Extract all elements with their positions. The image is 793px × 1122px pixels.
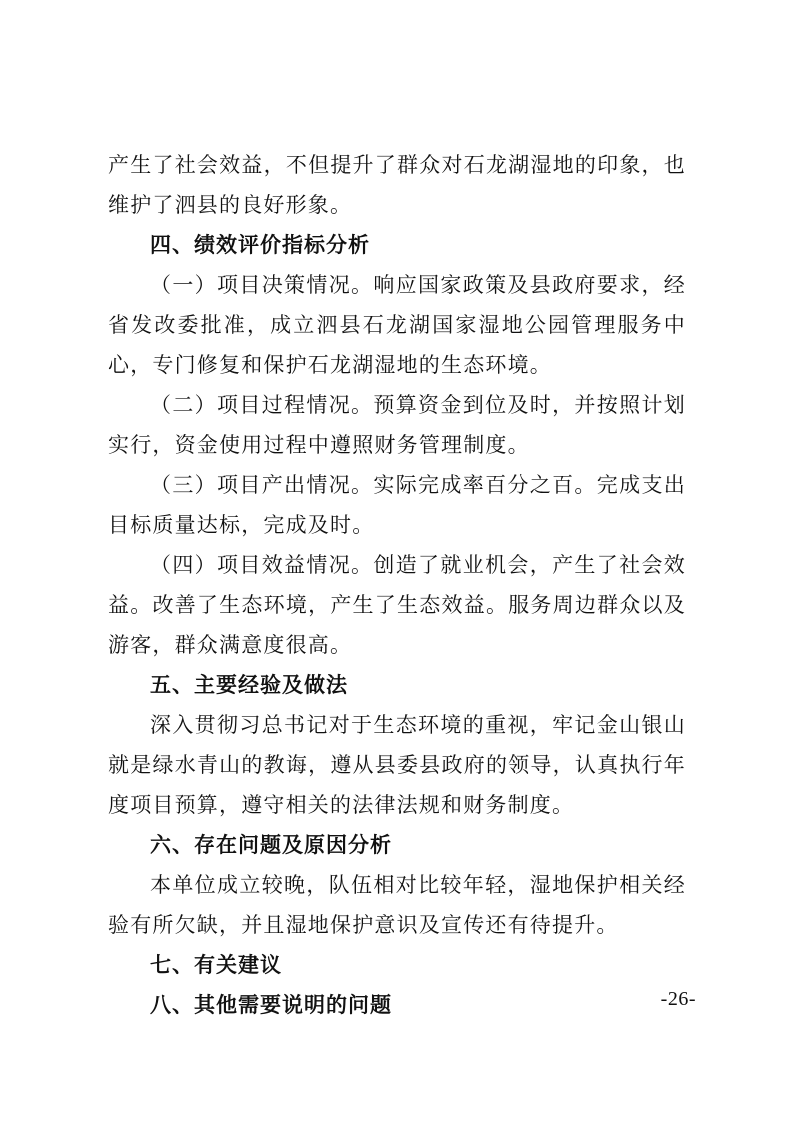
paragraph-output: （三）项目产出情况。实际完成率百分之百。完成支出目标质量达标，完成及时。 — [108, 473, 686, 537]
paragraph-benefit: （四）项目效益情况。创造了就业机会，产生了社会效益。改善了生态环境，产生了生态效益。服务周边群众以及游客，群众满意度很高。 — [108, 553, 686, 657]
section-heading-4: 四、绩效评价指标分析 — [150, 233, 370, 257]
paragraph-experience: 深入贯彻习总书记对于生态环境的重视，牢记金山银山就是绿水青山的教诲，遵从县委县政府的领导，认真执行年度项目预算，遵守相关的法律法规和财务制度。 — [108, 713, 686, 817]
page-number: -26- — [660, 988, 696, 1010]
section-heading-6: 六、存在问题及原因分析 — [150, 833, 392, 857]
paragraph-problems: 本单位成立较晚，队伍相对比较年轻，湿地保护相关经验有所欠缺，并且湿地保护意识及宣传还有待提升。 — [108, 873, 686, 937]
paragraph-decision: （一）项目决策情况。响应国家政策及县政府要求，经省发改委批准，成立泗县石龙湖国家湿地公园管理服务中心，专门修复和保护石龙湖湿地的生态环境。 — [108, 273, 686, 377]
paragraph-process: （二）项目过程情况。预算资金到位及时，并按照计划实行，资金使用过程中遵照财务管理制度。 — [108, 393, 686, 457]
section-heading-8: 八、其他需要说明的问题 — [150, 993, 392, 1017]
document-body — [108, 145, 686, 1025]
paragraph-continuation: 产生了社会效益，不但提升了群众对石龙湖湿地的印象，也维护了泗县的良好形象。 — [108, 153, 686, 217]
section-heading-5: 五、主要经验及做法 — [150, 673, 348, 697]
section-heading-7: 七、有关建议 — [150, 953, 282, 977]
